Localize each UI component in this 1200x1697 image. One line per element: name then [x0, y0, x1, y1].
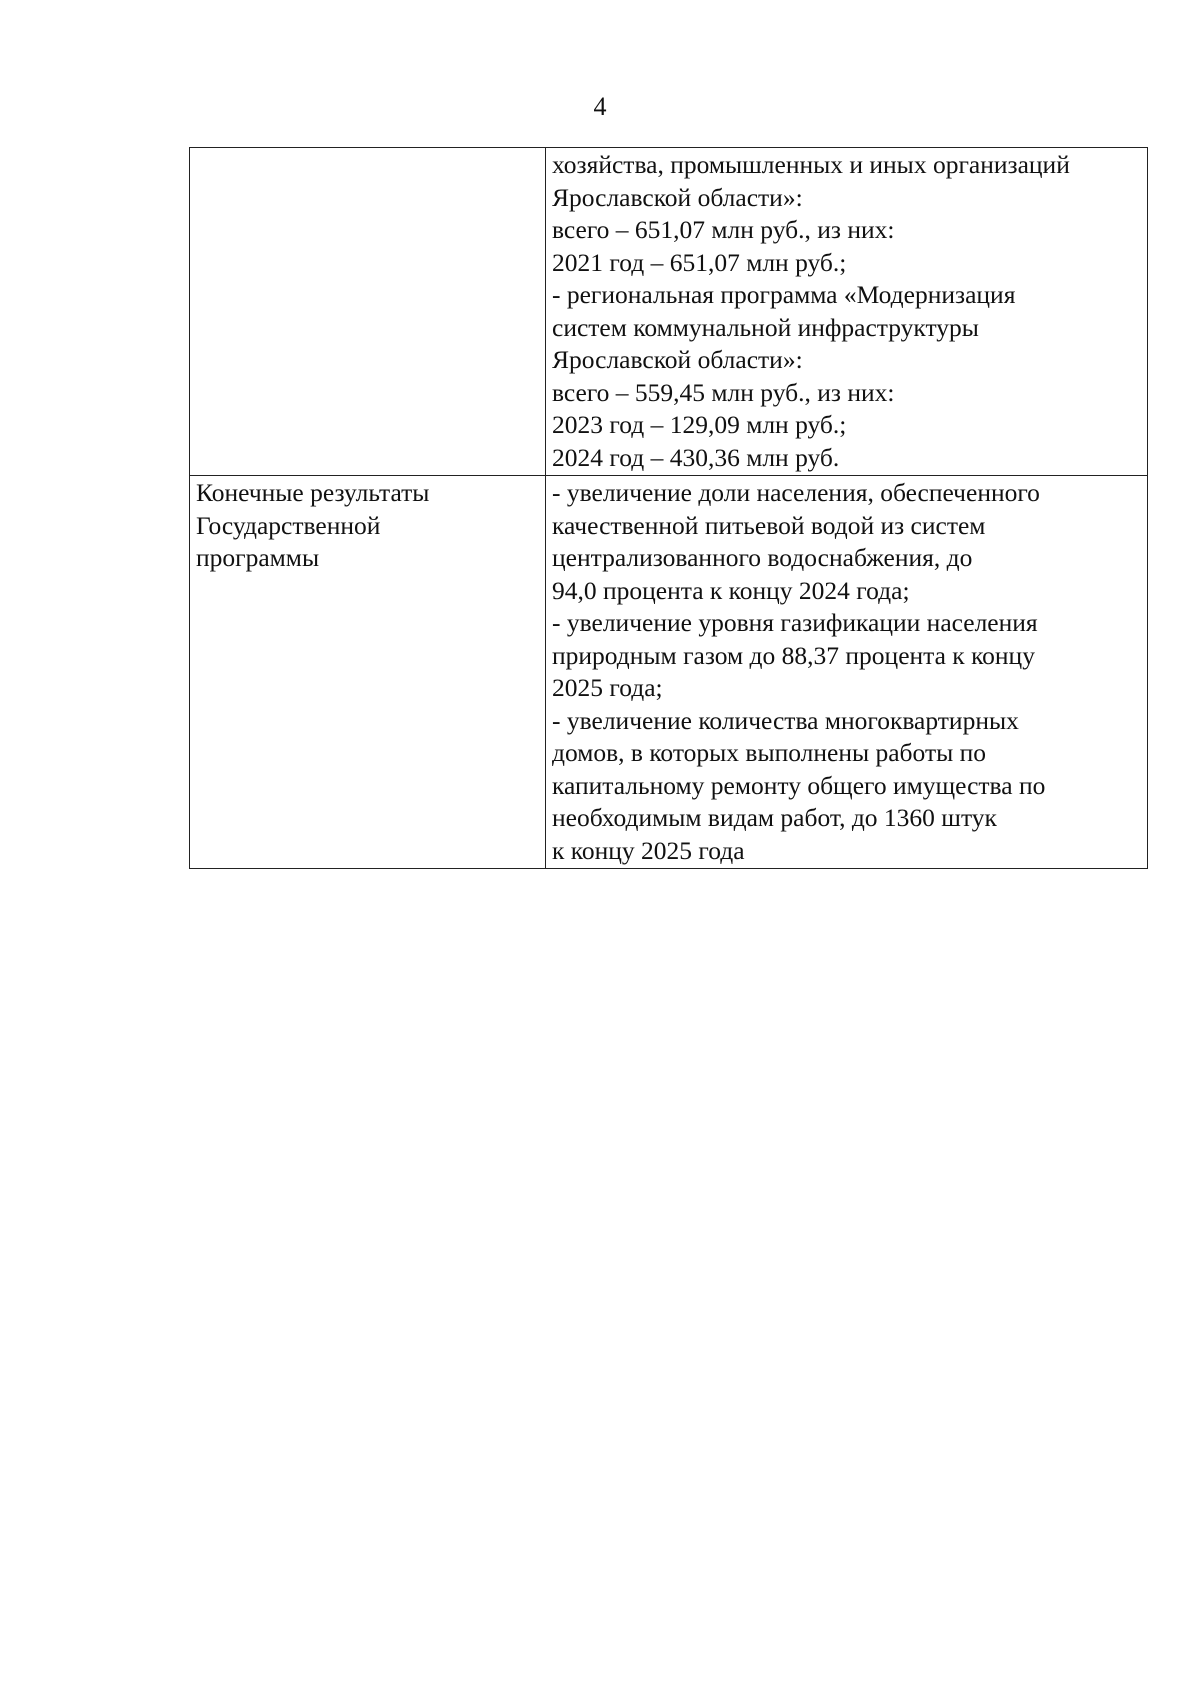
row-value-cell — [546, 476, 1148, 869]
text-line: - увеличение количества многоквартирных — [552, 705, 1019, 735]
text-line: - региональная программа «Модернизация — [552, 280, 1016, 309]
text-line: всего – 559,45 млн руб., из них: — [552, 377, 895, 407]
page-number: 4 — [593, 92, 607, 121]
text-line: централизованного водоснабжения, до — [552, 543, 973, 572]
text-line: систем коммунальной инфраструктуры — [552, 312, 979, 342]
text-line: домов, в которых выполнены работы по — [552, 738, 986, 767]
label-line: Государственной — [196, 510, 381, 540]
text-line: необходимым видам работ, до 1360 штук — [552, 803, 997, 832]
text-line: - увеличение уровня газификации населения — [552, 608, 1038, 637]
table-row-final-results — [190, 476, 1148, 869]
text-line: 2021 год – 651,07 млн руб.; — [552, 247, 847, 277]
label-line: программы — [196, 543, 320, 572]
text-line: - увеличение доли населения, обеспеченного — [552, 478, 1040, 507]
text-line: Ярославской области»: — [552, 345, 803, 374]
text-line: всего – 651,07 млн руб., из них: — [552, 215, 895, 244]
text-line: 2025 года; — [552, 673, 663, 702]
text-line: к концу 2025 года — [552, 835, 745, 865]
row-label-cell — [190, 148, 546, 476]
program-passport-table — [189, 147, 1148, 869]
text-line: качественной питьевой водой из систем — [552, 510, 986, 540]
text-line: 2024 год – 430,36 млн руб. — [552, 442, 840, 472]
table-row-financing — [190, 148, 1148, 476]
label-line: Конечные результаты — [196, 478, 430, 507]
text-line: 2023 год – 129,09 млн руб.; — [552, 410, 847, 439]
text-line: Ярославской области»: — [552, 182, 803, 212]
text-line: 94,0 процента к концу 2024 года; — [552, 575, 910, 605]
row-value-cell — [546, 148, 1148, 476]
text-line: капитальному ремонту общего имущества по — [552, 770, 1046, 800]
text-line: природным газом до 88,37 процента к концу — [552, 640, 1035, 670]
row-label-cell — [190, 476, 546, 869]
text-line: хозяйства, промышленных и иных организаций — [552, 150, 1070, 179]
